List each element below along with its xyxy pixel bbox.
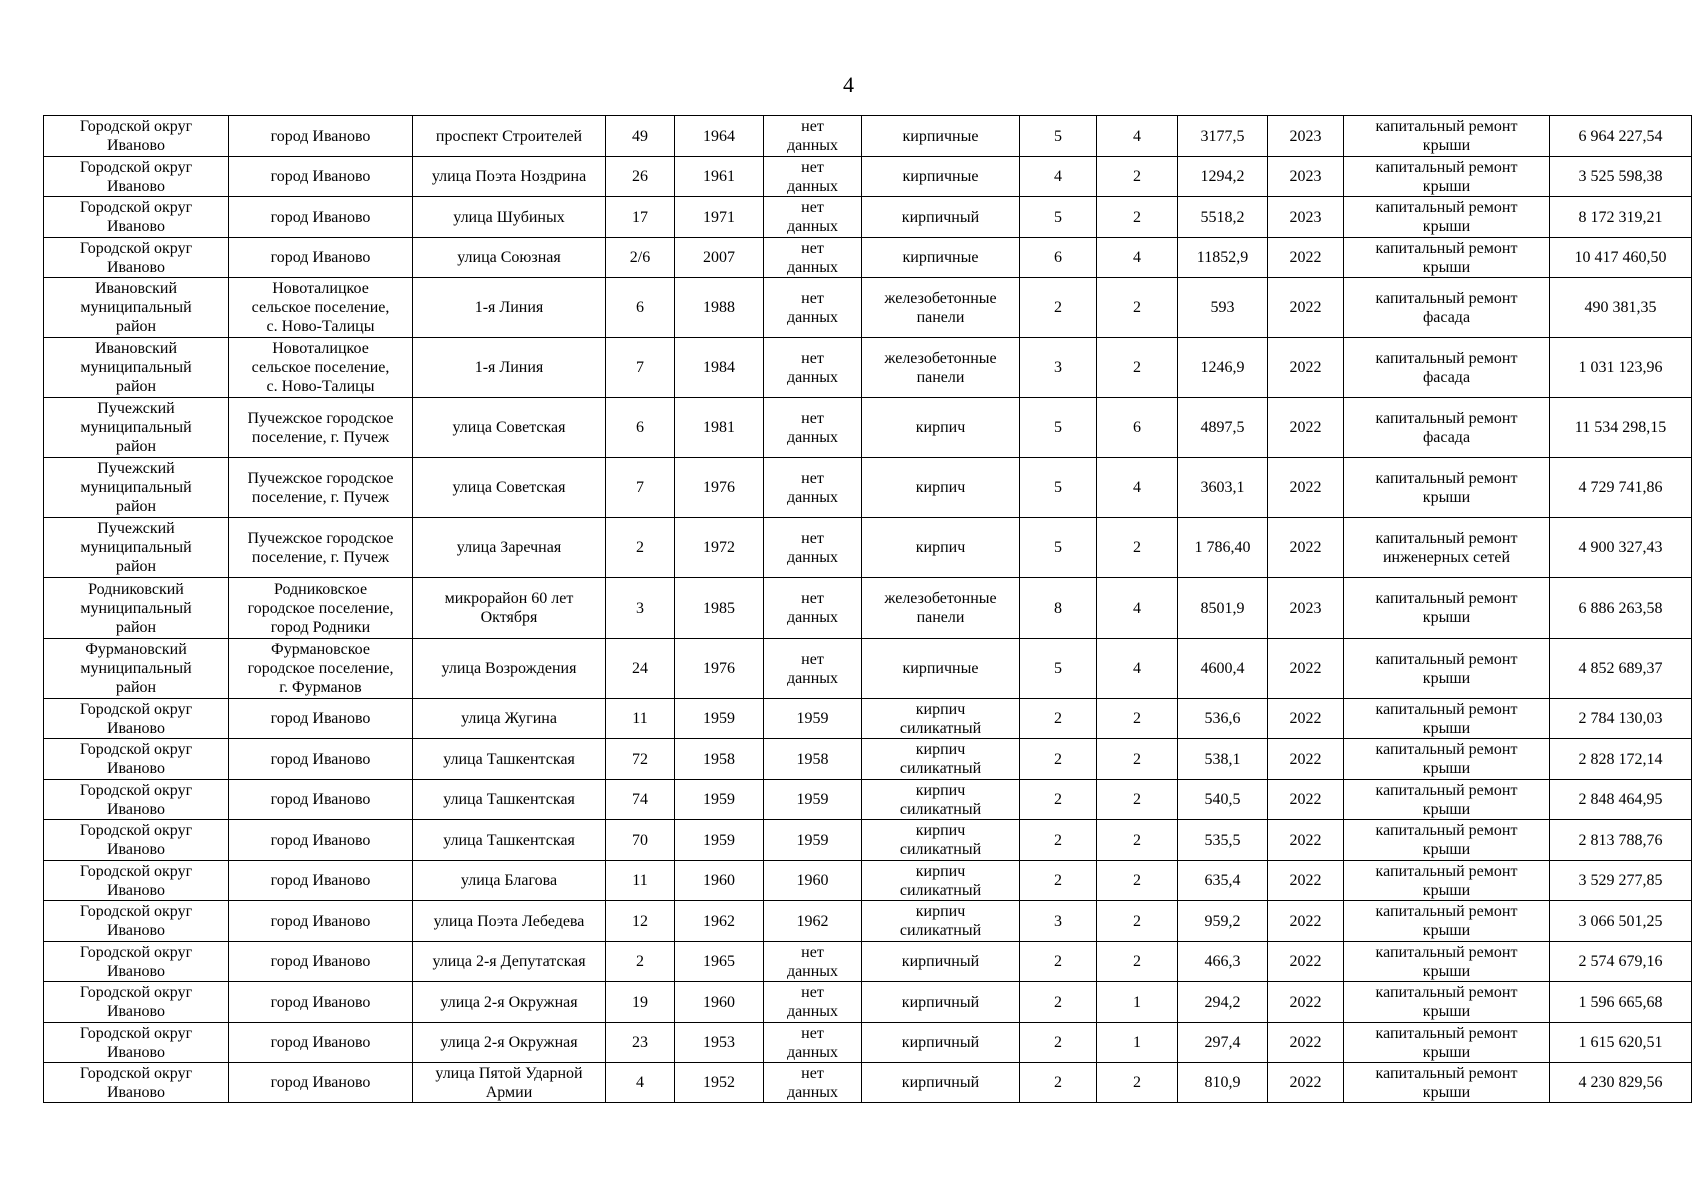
cell-street: улица Советская (413, 458, 606, 518)
table-row (44, 116, 1692, 157)
cell-wall-material: кирпич силикатный (862, 780, 1020, 820)
cell-year-built: 2007 (675, 238, 764, 278)
cell-year-built: 1984 (675, 338, 764, 398)
cell-floors: 4 (1020, 157, 1097, 197)
cell-work-type: капитальный ремонт инженерных сетей (1344, 518, 1550, 578)
cell-work-type: капитальный ремонт крыши (1344, 942, 1550, 982)
cell-street: улица Поэта Ноздрина (413, 157, 606, 197)
cell-cost: 4 852 689,37 (1550, 639, 1692, 699)
cell-street: улица 2-я Окружная (413, 1023, 606, 1063)
cell-entrances: 2 (1097, 901, 1178, 942)
cell-area: 540,5 (1178, 780, 1268, 820)
cell-wall-material: железобетонные панели (862, 278, 1020, 338)
cell-house-number: 11 (606, 699, 675, 739)
cell-repair-year: 2022 (1268, 1063, 1344, 1103)
cell-repair-year: 2022 (1268, 699, 1344, 739)
cell-year-commissioned: нет данных (764, 238, 862, 278)
cell-floors: 5 (1020, 639, 1097, 699)
cell-floors: 2 (1020, 739, 1097, 780)
cell-area: 1246,9 (1178, 338, 1268, 398)
cell-municipality: Ивановский муниципальный район (44, 278, 229, 338)
cell-street: улица 2-я Депутатская (413, 942, 606, 982)
cell-municipality: Пучежский муниципальный район (44, 398, 229, 458)
cell-work-type: капитальный ремонт крыши (1344, 458, 1550, 518)
cell-street: улица Возрождения (413, 639, 606, 699)
cell-house-number: 3 (606, 578, 675, 639)
cell-street: улица Союзная (413, 238, 606, 278)
cell-year-built: 1960 (675, 861, 764, 901)
cell-cost: 3 529 277,85 (1550, 861, 1692, 901)
cell-year-built: 1972 (675, 518, 764, 578)
cell-work-type: капитальный ремонт фасада (1344, 398, 1550, 458)
cell-floors: 2 (1020, 820, 1097, 861)
cell-municipality: Пучежский муниципальный район (44, 458, 229, 518)
cell-street: улица Поэта Лебедева (413, 901, 606, 942)
cell-wall-material: кирпичный (862, 942, 1020, 982)
cell-area: 8501,9 (1178, 578, 1268, 639)
cell-wall-material: кирпич (862, 398, 1020, 458)
cell-cost: 3 525 598,38 (1550, 157, 1692, 197)
table-row (44, 861, 1692, 901)
cell-repair-year: 2022 (1268, 780, 1344, 820)
table-row (44, 982, 1692, 1023)
cell-repair-year: 2022 (1268, 739, 1344, 780)
cell-house-number: 23 (606, 1023, 675, 1063)
cell-municipality: Городской округ Иваново (44, 157, 229, 197)
cell-year-commissioned: нет данных (764, 942, 862, 982)
cell-house-number: 70 (606, 820, 675, 861)
cell-year-built: 1985 (675, 578, 764, 639)
cell-repair-year: 2022 (1268, 398, 1344, 458)
cell-entrances: 4 (1097, 458, 1178, 518)
cell-entrances: 4 (1097, 238, 1178, 278)
cell-settlement: город Иваново (229, 861, 413, 901)
page-number: 4 (843, 72, 854, 97)
cell-street: проспект Строителей (413, 116, 606, 157)
cell-work-type: капитальный ремонт крыши (1344, 780, 1550, 820)
cell-year-built: 1959 (675, 820, 764, 861)
cell-street: улица 2-я Окружная (413, 982, 606, 1023)
cell-street: улица Ташкентская (413, 739, 606, 780)
cell-house-number: 4 (606, 1063, 675, 1103)
cell-year-built: 1971 (675, 197, 764, 238)
cell-municipality: Фурмановский муниципальный район (44, 639, 229, 699)
cell-settlement: Фурмановское городское поселение, г. Фурманов (229, 639, 413, 699)
cell-entrances: 1 (1097, 982, 1178, 1023)
cell-wall-material: кирпич силикатный (862, 861, 1020, 901)
cell-year-built: 1976 (675, 639, 764, 699)
cell-municipality: Городской округ Иваново (44, 982, 229, 1023)
cell-year-commissioned: нет данных (764, 1063, 862, 1103)
cell-repair-year: 2022 (1268, 338, 1344, 398)
cell-municipality: Городской округ Иваново (44, 116, 229, 157)
cell-area: 294,2 (1178, 982, 1268, 1023)
cell-settlement: город Иваново (229, 238, 413, 278)
cell-cost: 10 417 460,50 (1550, 238, 1692, 278)
cell-settlement: Пучежское городское поселение, г. Пучеж (229, 398, 413, 458)
table-row (44, 1023, 1692, 1063)
cell-entrances: 2 (1097, 1063, 1178, 1103)
cell-entrances: 2 (1097, 820, 1178, 861)
cell-street: 1-я Линия (413, 338, 606, 398)
cell-street: улица Шубиных (413, 197, 606, 238)
cell-year-commissioned: нет данных (764, 982, 862, 1023)
cell-area: 959,2 (1178, 901, 1268, 942)
cell-entrances: 2 (1097, 338, 1178, 398)
cell-work-type: капитальный ремонт крыши (1344, 197, 1550, 238)
cell-wall-material: кирпичные (862, 116, 1020, 157)
cell-entrances: 4 (1097, 578, 1178, 639)
cell-year-commissioned: нет данных (764, 398, 862, 458)
cell-year-commissioned: нет данных (764, 116, 862, 157)
cell-cost: 4 729 741,86 (1550, 458, 1692, 518)
cell-year-built: 1981 (675, 398, 764, 458)
cell-repair-year: 2022 (1268, 238, 1344, 278)
cell-cost: 1 031 123,96 (1550, 338, 1692, 398)
cell-year-commissioned: нет данных (764, 639, 862, 699)
cell-year-built: 1988 (675, 278, 764, 338)
cell-street: улица Заречная (413, 518, 606, 578)
cell-wall-material: кирпичные (862, 238, 1020, 278)
cell-house-number: 12 (606, 901, 675, 942)
cell-street: улица Советская (413, 398, 606, 458)
cell-area: 3603,1 (1178, 458, 1268, 518)
cell-house-number: 26 (606, 157, 675, 197)
cell-floors: 2 (1020, 942, 1097, 982)
cell-repair-year: 2022 (1268, 1023, 1344, 1063)
cell-year-commissioned: 1959 (764, 780, 862, 820)
cell-work-type: капитальный ремонт крыши (1344, 116, 1550, 157)
cell-work-type: капитальный ремонт крыши (1344, 578, 1550, 639)
cell-wall-material: кирпич силикатный (862, 901, 1020, 942)
cell-area: 538,1 (1178, 739, 1268, 780)
cell-entrances: 2 (1097, 942, 1178, 982)
cell-municipality: Городской округ Иваново (44, 1023, 229, 1063)
cell-street: 1-я Линия (413, 278, 606, 338)
cell-area: 535,5 (1178, 820, 1268, 861)
cell-municipality: Городской округ Иваново (44, 1063, 229, 1103)
cell-wall-material: кирпич силикатный (862, 739, 1020, 780)
cell-cost: 2 784 130,03 (1550, 699, 1692, 739)
cell-entrances: 2 (1097, 197, 1178, 238)
cell-house-number: 11 (606, 861, 675, 901)
cell-floors: 6 (1020, 238, 1097, 278)
table-row (44, 398, 1692, 458)
cell-floors: 2 (1020, 780, 1097, 820)
cell-repair-year: 2022 (1268, 942, 1344, 982)
cell-repair-year: 2023 (1268, 578, 1344, 639)
table-row (44, 338, 1692, 398)
cell-cost: 2 848 464,95 (1550, 780, 1692, 820)
cell-area: 297,4 (1178, 1023, 1268, 1063)
cell-wall-material: железобетонные панели (862, 578, 1020, 639)
cell-repair-year: 2022 (1268, 901, 1344, 942)
cell-municipality: Городской округ Иваново (44, 739, 229, 780)
cell-year-commissioned: 1962 (764, 901, 862, 942)
cell-street: микрорайон 60 лет Октября (413, 578, 606, 639)
cell-repair-year: 2022 (1268, 278, 1344, 338)
cell-area: 593 (1178, 278, 1268, 338)
cell-municipality: Городской округ Иваново (44, 780, 229, 820)
cell-settlement: город Иваново (229, 699, 413, 739)
cell-entrances: 4 (1097, 639, 1178, 699)
cell-municipality: Городской округ Иваново (44, 942, 229, 982)
cell-house-number: 6 (606, 278, 675, 338)
table-row (44, 238, 1692, 278)
cell-wall-material: кирпичные (862, 639, 1020, 699)
cell-work-type: капитальный ремонт крыши (1344, 699, 1550, 739)
cell-cost: 2 813 788,76 (1550, 820, 1692, 861)
cell-settlement: Новоталицкое сельское поселение, с. Ново-Талицы (229, 278, 413, 338)
cell-floors: 2 (1020, 699, 1097, 739)
table-row (44, 1063, 1692, 1103)
cell-floors: 5 (1020, 116, 1097, 157)
cell-repair-year: 2023 (1268, 116, 1344, 157)
cell-work-type: капитальный ремонт крыши (1344, 157, 1550, 197)
cell-settlement: город Иваново (229, 780, 413, 820)
cell-wall-material: железобетонные панели (862, 338, 1020, 398)
cell-municipality: Городской округ Иваново (44, 901, 229, 942)
cell-year-commissioned: 1960 (764, 861, 862, 901)
cell-repair-year: 2023 (1268, 197, 1344, 238)
cell-wall-material: кирпич силикатный (862, 699, 1020, 739)
cell-repair-year: 2022 (1268, 458, 1344, 518)
cell-area: 11852,9 (1178, 238, 1268, 278)
cell-municipality: Городской округ Иваново (44, 238, 229, 278)
cell-street: улица Ташкентская (413, 780, 606, 820)
cell-area: 1294,2 (1178, 157, 1268, 197)
cell-municipality: Городской округ Иваново (44, 197, 229, 238)
cell-area: 635,4 (1178, 861, 1268, 901)
cell-street: улица Ташкентская (413, 820, 606, 861)
cell-wall-material: кирпичный (862, 197, 1020, 238)
cell-year-built: 1960 (675, 982, 764, 1023)
cell-work-type: капитальный ремонт крыши (1344, 982, 1550, 1023)
cell-house-number: 2/6 (606, 238, 675, 278)
cell-year-built: 1961 (675, 157, 764, 197)
table-row (44, 699, 1692, 739)
cell-cost: 1 596 665,68 (1550, 982, 1692, 1023)
cell-settlement: Новоталицкое сельское поселение, с. Ново-Талицы (229, 338, 413, 398)
cell-year-built: 1953 (675, 1023, 764, 1063)
cell-cost: 1 615 620,51 (1550, 1023, 1692, 1063)
table-row (44, 458, 1692, 518)
cell-repair-year: 2022 (1268, 861, 1344, 901)
cell-cost: 490 381,35 (1550, 278, 1692, 338)
cell-year-built: 1965 (675, 942, 764, 982)
cell-year-commissioned: 1958 (764, 739, 862, 780)
cell-house-number: 7 (606, 458, 675, 518)
cell-area: 1 786,40 (1178, 518, 1268, 578)
cell-area: 4897,5 (1178, 398, 1268, 458)
table-row (44, 901, 1692, 942)
cell-municipality: Пучежский муниципальный район (44, 518, 229, 578)
cell-wall-material: кирпичный (862, 982, 1020, 1023)
cell-settlement: Родниковское городское поселение, город Родники (229, 578, 413, 639)
cell-area: 5518,2 (1178, 197, 1268, 238)
cell-year-built: 1962 (675, 901, 764, 942)
cell-year-built: 1958 (675, 739, 764, 780)
cell-floors: 2 (1020, 982, 1097, 1023)
cell-house-number: 2 (606, 518, 675, 578)
cell-house-number: 74 (606, 780, 675, 820)
cell-settlement: город Иваново (229, 982, 413, 1023)
cell-house-number: 49 (606, 116, 675, 157)
cell-entrances: 6 (1097, 398, 1178, 458)
cell-settlement: город Иваново (229, 157, 413, 197)
cell-year-commissioned: 1959 (764, 820, 862, 861)
cell-cost: 6 886 263,58 (1550, 578, 1692, 639)
cell-year-commissioned: нет данных (764, 278, 862, 338)
table-row (44, 157, 1692, 197)
cell-work-type: капитальный ремонт крыши (1344, 820, 1550, 861)
cell-municipality: Городской округ Иваново (44, 699, 229, 739)
cell-cost: 4 900 327,43 (1550, 518, 1692, 578)
cell-entrances: 2 (1097, 278, 1178, 338)
cell-year-commissioned: нет данных (764, 578, 862, 639)
cell-year-commissioned: нет данных (764, 157, 862, 197)
cell-entrances: 2 (1097, 861, 1178, 901)
cell-wall-material: кирпичные (862, 157, 1020, 197)
cell-house-number: 72 (606, 739, 675, 780)
cell-floors: 5 (1020, 197, 1097, 238)
cell-municipality: Ивановский муниципальный район (44, 338, 229, 398)
cell-repair-year: 2023 (1268, 157, 1344, 197)
cell-wall-material: кирпич силикатный (862, 820, 1020, 861)
capital-repair-table (43, 115, 1692, 1103)
cell-floors: 5 (1020, 458, 1097, 518)
cell-house-number: 2 (606, 942, 675, 982)
cell-entrances: 2 (1097, 739, 1178, 780)
cell-area: 536,6 (1178, 699, 1268, 739)
table-row (44, 518, 1692, 578)
cell-settlement: город Иваново (229, 197, 413, 238)
cell-entrances: 4 (1097, 116, 1178, 157)
cell-cost: 2 574 679,16 (1550, 942, 1692, 982)
cell-area: 4600,4 (1178, 639, 1268, 699)
cell-cost: 11 534 298,15 (1550, 398, 1692, 458)
cell-work-type: капитальный ремонт крыши (1344, 901, 1550, 942)
table-row (44, 639, 1692, 699)
cell-cost: 6 964 227,54 (1550, 116, 1692, 157)
cell-floors: 8 (1020, 578, 1097, 639)
cell-settlement: город Иваново (229, 116, 413, 157)
table-row (44, 942, 1692, 982)
cell-repair-year: 2022 (1268, 982, 1344, 1023)
cell-year-commissioned: нет данных (764, 518, 862, 578)
cell-floors: 2 (1020, 278, 1097, 338)
cell-entrances: 2 (1097, 157, 1178, 197)
cell-settlement: Пучежское городское поселение, г. Пучеж (229, 458, 413, 518)
cell-floors: 2 (1020, 861, 1097, 901)
cell-settlement: город Иваново (229, 739, 413, 780)
cell-settlement: город Иваново (229, 942, 413, 982)
cell-repair-year: 2022 (1268, 518, 1344, 578)
cell-area: 3177,5 (1178, 116, 1268, 157)
cell-area: 466,3 (1178, 942, 1268, 982)
cell-settlement: город Иваново (229, 820, 413, 861)
cell-repair-year: 2022 (1268, 820, 1344, 861)
table-row (44, 780, 1692, 820)
cell-wall-material: кирпич (862, 518, 1020, 578)
cell-year-commissioned: нет данных (764, 197, 862, 238)
cell-house-number: 17 (606, 197, 675, 238)
table-body (44, 116, 1692, 1103)
cell-wall-material: кирпичный (862, 1023, 1020, 1063)
table-row (44, 739, 1692, 780)
cell-cost: 3 066 501,25 (1550, 901, 1692, 942)
cell-house-number: 7 (606, 338, 675, 398)
cell-year-built: 1976 (675, 458, 764, 518)
table-row (44, 578, 1692, 639)
cell-year-built: 1959 (675, 780, 764, 820)
cell-work-type: капитальный ремонт фасада (1344, 338, 1550, 398)
cell-street: улица Жугина (413, 699, 606, 739)
cell-municipality: Городской округ Иваново (44, 820, 229, 861)
cell-work-type: капитальный ремонт крыши (1344, 639, 1550, 699)
cell-entrances: 2 (1097, 518, 1178, 578)
cell-work-type: капитальный ремонт крыши (1344, 861, 1550, 901)
cell-house-number: 24 (606, 639, 675, 699)
cell-work-type: капитальный ремонт крыши (1344, 238, 1550, 278)
cell-year-commissioned: 1959 (764, 699, 862, 739)
cell-house-number: 6 (606, 398, 675, 458)
cell-street: улица Благова (413, 861, 606, 901)
table-row (44, 820, 1692, 861)
cell-year-commissioned: нет данных (764, 1023, 862, 1063)
cell-settlement: город Иваново (229, 1063, 413, 1103)
cell-house-number: 19 (606, 982, 675, 1023)
cell-settlement: город Иваново (229, 1023, 413, 1063)
cell-work-type: капитальный ремонт крыши (1344, 1023, 1550, 1063)
cell-floors: 3 (1020, 901, 1097, 942)
cell-year-commissioned: нет данных (764, 338, 862, 398)
cell-municipality: Городской округ Иваново (44, 861, 229, 901)
cell-repair-year: 2022 (1268, 639, 1344, 699)
cell-floors: 2 (1020, 1063, 1097, 1103)
cell-year-built: 1952 (675, 1063, 764, 1103)
cell-work-type: капитальный ремонт крыши (1344, 739, 1550, 780)
cell-year-built: 1959 (675, 699, 764, 739)
cell-entrances: 1 (1097, 1023, 1178, 1063)
cell-wall-material: кирпич (862, 458, 1020, 518)
cell-floors: 5 (1020, 398, 1097, 458)
cell-floors: 3 (1020, 338, 1097, 398)
table-row (44, 278, 1692, 338)
cell-work-type: капитальный ремонт фасада (1344, 278, 1550, 338)
cell-street: улица Пятой Ударной Армии (413, 1063, 606, 1103)
cell-cost: 8 172 319,21 (1550, 197, 1692, 238)
table-row (44, 197, 1692, 238)
cell-area: 810,9 (1178, 1063, 1268, 1103)
cell-municipality: Родниковский муниципальный район (44, 578, 229, 639)
cell-settlement: город Иваново (229, 901, 413, 942)
cell-cost: 2 828 172,14 (1550, 739, 1692, 780)
cell-year-commissioned: нет данных (764, 458, 862, 518)
cell-settlement: Пучежское городское поселение, г. Пучеж (229, 518, 413, 578)
cell-wall-material: кирпичный (862, 1063, 1020, 1103)
cell-entrances: 2 (1097, 780, 1178, 820)
cell-cost: 4 230 829,56 (1550, 1063, 1692, 1103)
cell-year-built: 1964 (675, 116, 764, 157)
cell-entrances: 2 (1097, 699, 1178, 739)
cell-floors: 2 (1020, 1023, 1097, 1063)
cell-floors: 5 (1020, 518, 1097, 578)
cell-work-type: капитальный ремонт крыши (1344, 1063, 1550, 1103)
